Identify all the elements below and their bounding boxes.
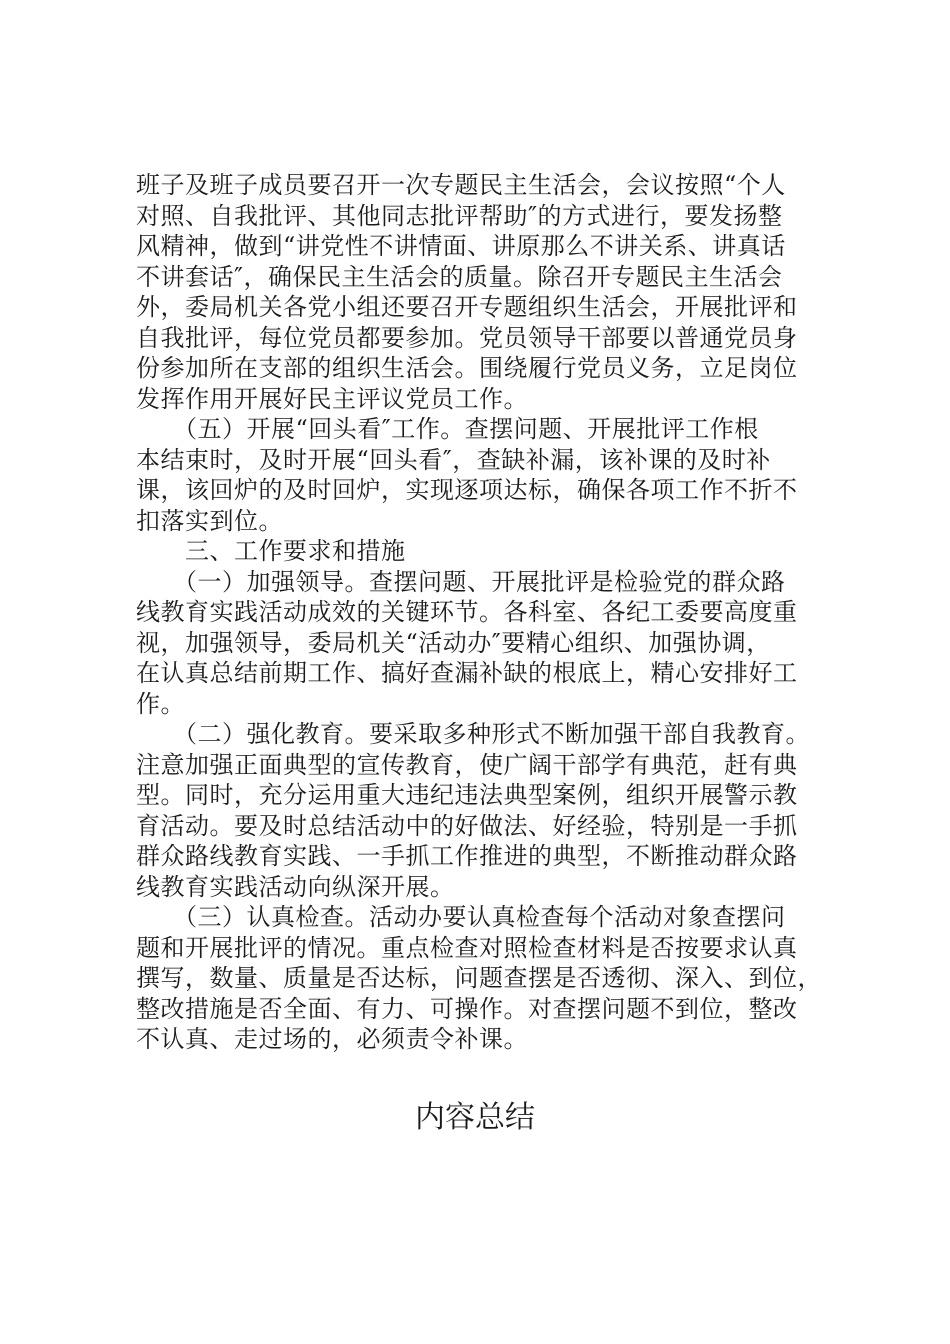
body-line: （二）强化教育。要采取多种形式不断加强干部自我教育。 [136, 720, 810, 748]
body-line: 课，该回炉的及时回炉，实现逐项达标，确保各项工作不折不 [136, 476, 798, 504]
body-line: 撰写，数量、质量是否达标，问题查摆是否透彻、深入、到位， [136, 964, 822, 992]
body-line: 型。同时，充分运用重大违纪违法典型案例，组织开展警示教 [136, 781, 798, 809]
body-line: 班子及班子成员要召开一次专题民主生活会，会议按照“个人 [136, 171, 786, 199]
body-line: 育活动。要及时总结活动中的好做法、好经验，特别是一手抓 [136, 811, 798, 840]
body-line: （三）认真检查。活动办要认真检查每个活动对象查摆问 [136, 903, 786, 931]
body-line: 扣落实到位。 [136, 506, 283, 535]
body-line: 发挥作用开展好民主评议党员工作。 [136, 384, 528, 413]
body-line: 线教育实践活动成效的关键环节。各科室、各纪工委要高度重 [136, 598, 798, 626]
body-line: 整改措施是否全面、有力、可操作。对查摆问题不到位，整改 [136, 994, 798, 1023]
body-line: 注意加强正面典型的宣传教育，使广阔干部学有典范，赶有典 [136, 750, 798, 779]
body-line: 群众路线教育实践、一手抓工作推进的典型，不断推动群众路 [136, 842, 798, 870]
body-line: 本结束时，及时开展“回头看″，查缺补漏，该补课的及时补 [136, 445, 771, 474]
body-line: 外，委局机关各党小组还要召开专题组织生活会，开展批评和 [136, 293, 798, 321]
body-line: 在认真总结前期工作、搞好查漏补缺的根底上，精心安排好工 [136, 659, 798, 687]
body-line: 作。 [136, 689, 185, 718]
body-line: 自我批评，每位党员都要参加。党员领导干部要以普通党员身 [136, 323, 798, 352]
body-line: 题和开展批评的情况。重点检查对照检查材料是否按要求认真 [136, 933, 798, 962]
body-line: 风精神，做到“讲党性不讲情面、讲原那么不讲关系、讲真话 [136, 232, 786, 260]
body-line: 对照、自我批评、其他同志批评帮助″的方式进行，要发扬整 [136, 201, 783, 230]
section-heading: 三、工作要求和措施 [136, 537, 406, 565]
body-line: （五）开展“回头看″工作。查摆问题、开展批评工作根 [136, 415, 759, 443]
body-line: 视，加强领导，委局机关“活动办″要精心组织、加强协调， [136, 628, 771, 657]
body-line: 份参加所在支部的组织生活会。围绕履行党员义务，立足岗位 [136, 354, 798, 382]
body-line: （一）加强领导。查摆问题、开展批评是检验党的群众路 [136, 567, 786, 596]
body-line: 不认真、走过场的，必须责令补课。 [136, 1025, 528, 1053]
summary-title: 内容总结 [415, 1100, 535, 1135]
body-line: 不讲套话″，确保民主生活会的质量。除召开专题民主生活会 [136, 262, 783, 291]
body-line: 线教育实践活动向纵深开展。 [136, 872, 455, 901]
